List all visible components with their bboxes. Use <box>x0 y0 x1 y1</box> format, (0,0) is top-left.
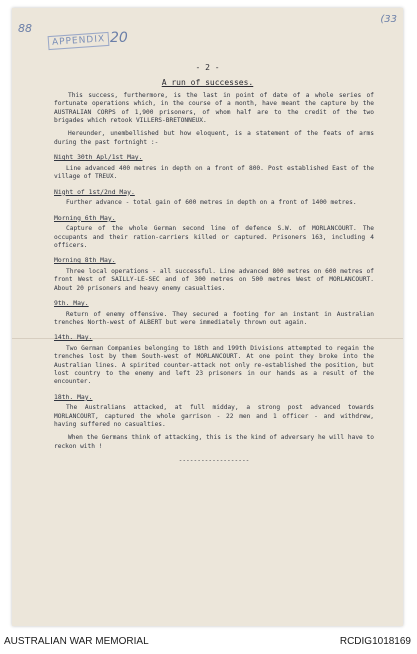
entry-heading: 9th. May. <box>54 298 89 307</box>
intro-paragraph: This success, furthermore, is the last in point of date of a whole series of fortunate operations which, in the course of a month, have meant the capture by the AUSTRALIAN CORPS of 1,900 prisoners, of whom half are to the credit of the two brigades which retook VILLERS-BRETONNEUX. <box>54 92 374 125</box>
handwritten-page-number: 88 <box>18 22 32 35</box>
archive-footer <box>0 634 417 654</box>
appendix-label: APPENDIX <box>51 34 106 48</box>
page-number: - 2 - <box>195 63 220 72</box>
document-body <box>54 92 374 466</box>
entry-heading: Morning 6th May. <box>54 213 116 222</box>
closing-rule: ------------------- <box>178 457 250 465</box>
entry-heading: 18th. May. <box>54 392 93 401</box>
appendix-stamp <box>48 32 110 50</box>
entry-text: Return of enemy offensive. They secured a footing for an instant in Australian trenches North-west of ALBERT but were immediately thrown out again. <box>54 310 374 326</box>
list-item <box>54 392 374 430</box>
entry-text: Line advanced 400 metres in depth on a front of 800. Post established East of the village of TREUX. <box>54 164 374 181</box>
entry-text: Further advance - total gain of 600 metres in depth on a front of 1400 metres. <box>66 199 357 207</box>
list-item <box>54 298 374 327</box>
entry-text: Three local operations - all successful. Line advanced 800 metres on 600 metres of front West of SAILLY-LE-SEC and of 300 metres on 500 metres West of MORLANCOURT. About 20 prisoners and heavy enemy casualties. <box>54 267 374 292</box>
list-item <box>54 332 374 386</box>
handwritten-appendix-number: 20 <box>110 30 128 46</box>
archive-record-id: RCDIG1018169 <box>339 636 411 647</box>
document-page <box>12 8 403 626</box>
list-item <box>54 152 374 181</box>
page-title: A run of successes. <box>161 78 254 87</box>
entry-text: Capture of the whole German second line of defence S.W. of MORLANCOURT. The occupants and their ration-carriers killed or captured. Prisoners 163, including 4 officers. <box>54 225 374 249</box>
entry-text: The Australians attacked, at full midday, a strong post advanced towards MORLANCOURT, captured the whole garrison - 22 men and 1 officer - and withdrew, having suffered no casualties. <box>54 404 374 429</box>
list-item <box>54 213 374 251</box>
entry-text: Two German Companies belonging to 18th and 199th Divisions attempted to regain the trenches lost by them South-west of MORLANCOURT. At one point they broke into the Australian lines. A spirited counter-attack not only re-established the position, but lost country to the enemy and left 23 prisoners in our hands as a result of the encounter. <box>54 344 374 386</box>
entry-heading: 14th. May. <box>54 333 93 342</box>
entry-heading: Night of 1st/2nd May. <box>54 187 135 196</box>
handwritten-folio-number: (33 <box>380 14 397 25</box>
entry-heading: Morning 8th May. <box>54 256 116 265</box>
archive-name: AUSTRALIAN WAR MEMORIAL <box>4 636 149 647</box>
closing-paragraph: When the Germans think of attacking, this is the kind of adversary he will have to reckon with ! <box>54 434 374 450</box>
intro-paragraph: Hereunder, unembellished but how eloquent, is a statement of the feats of arms during the past fortnight :- <box>54 130 374 146</box>
list-item <box>54 255 374 293</box>
entry-heading: Night 30th Apl/1st May. <box>54 153 143 162</box>
list-item <box>54 187 374 208</box>
